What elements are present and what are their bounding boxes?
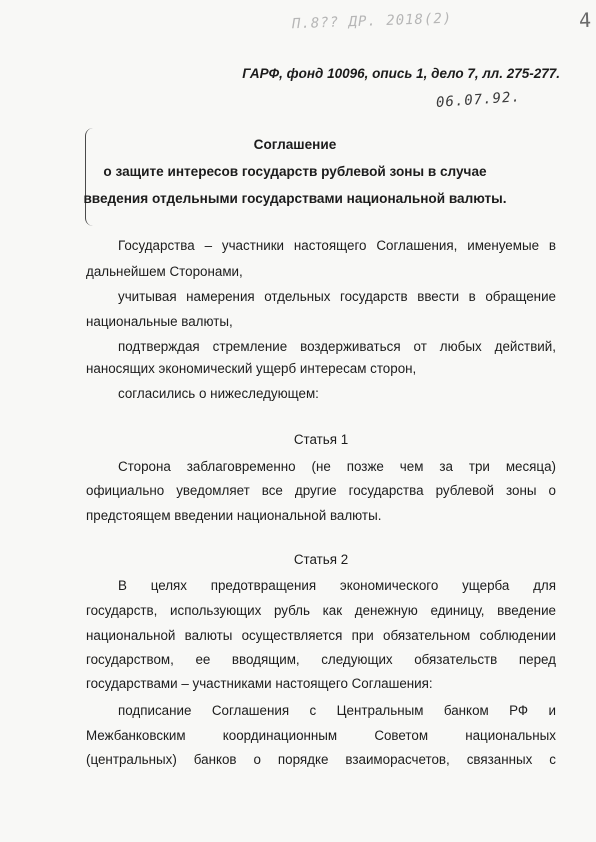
handwritten-date: 06.07.92. [435, 89, 522, 111]
article-1-line-1: Сторона заблаговременно (не позже чем за три месяца) [118, 459, 556, 474]
handwritten-page-mark: 4 [578, 7, 593, 33]
article-2-line-1: В целях предотвращения экономического ущерба для [118, 578, 556, 593]
handwritten-archive-number: П.8?? ДР. 2018(2) [291, 10, 453, 33]
article-2-line-3: национальной валюты осуществляется при обязательном соблюдении [86, 628, 556, 643]
preamble-paragraph-1-line-1: Государства – участники настоящего Соглашения, именуемые в [118, 238, 556, 253]
article-2-line-4: государством, ее вводящим, следующих обязательств перед [86, 652, 556, 667]
handwritten-archive-note [291, 0, 592, 44]
article-1-heading: Статья 1 [293, 432, 349, 447]
document-subtitle-line-1: о защите интересов государств рублевой зоны в случае [103, 164, 487, 179]
article-2-line-2: государств, использующих рубль как денежную единицу, введение [86, 603, 556, 618]
article-1-line-3: предстоящем введении национальной валюты. [86, 508, 382, 523]
article-2-item-line-1: подписание Соглашения с Центральным банком РФ и [118, 703, 556, 718]
preamble-paragraph-1-line-2: дальнейшем Сторонами, [86, 264, 243, 279]
article-1-line-2: официально уведомляет все другие государства рублевой зоны о [86, 483, 556, 498]
article-2-heading: Статья 2 [293, 552, 349, 567]
document-title: Соглашение [253, 137, 337, 152]
preamble-paragraph-2-line-2: национальные валюты, [86, 314, 233, 329]
article-2-line-5: государствами – участниками настоящего Соглашения: [86, 676, 433, 691]
preamble-paragraph-4: согласились о нижеследующем: [118, 386, 319, 401]
preamble-paragraph-3-line-1: подтверждая стремление воздерживаться от любых действий, [118, 339, 556, 354]
article-2-item-line-2: Межбанковским координационным Советом национальных [86, 728, 556, 743]
preamble-paragraph-3-line-2: наносящих экономический ущерб интересам сторон, [86, 361, 417, 376]
article-2-item-line-3: (центральных) банков о порядке взаиморасчетов, связанных с [86, 752, 556, 767]
archive-reference: ГАРФ, фонд 10096, опись 1, дело 7, лл. 275-277. [242, 66, 560, 81]
preamble-paragraph-2-line-1: учитывая намерения отдельных государств ввести в обращение [118, 289, 556, 304]
document-subtitle-line-2: введения отдельными государствами национальной валюты. [83, 191, 507, 206]
